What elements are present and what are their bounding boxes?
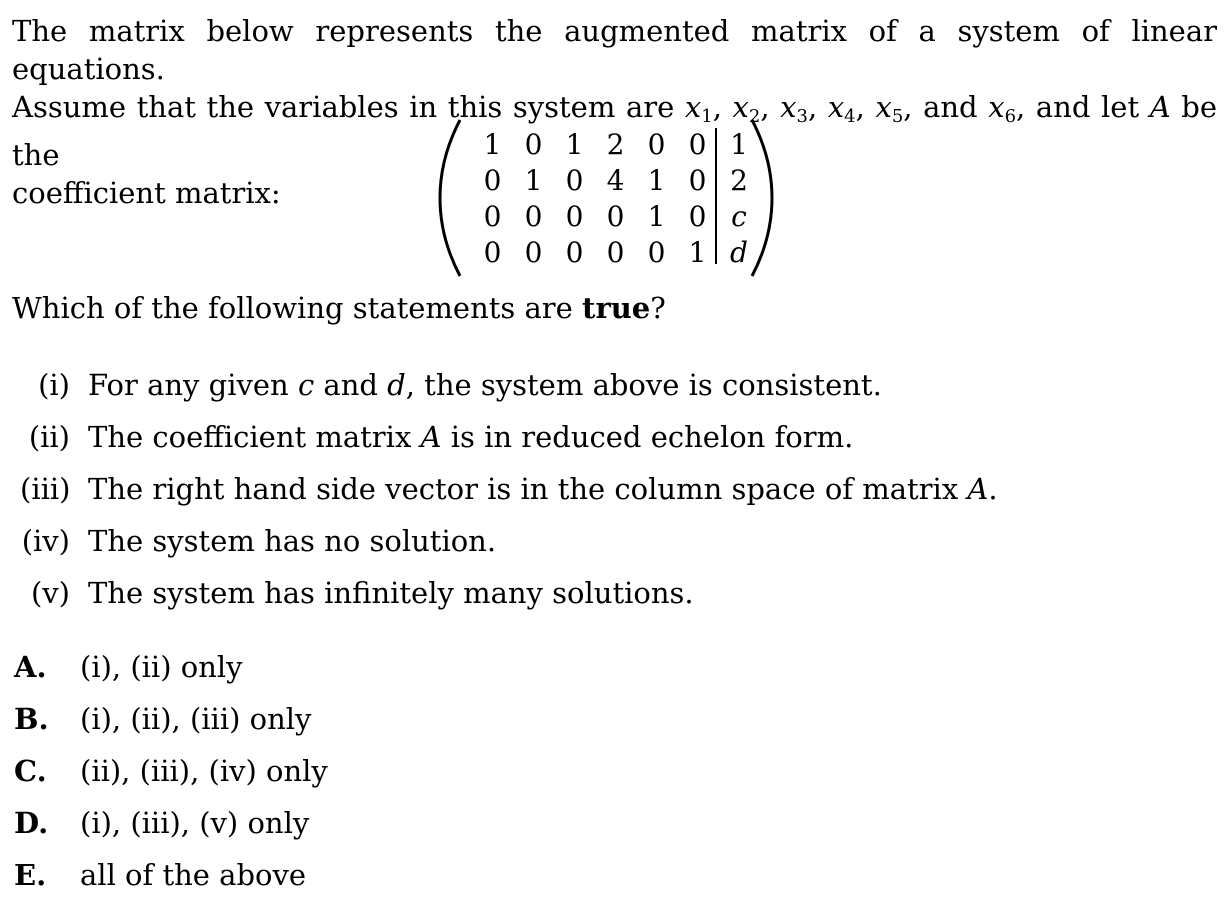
option-b[interactable]: B. (i), (ii), (iii) only [14,702,312,736]
var-x2: $x_2$ [732,90,761,127]
statement-v: (v) The system has infinitely many solutions. [30,576,694,610]
intro-line-2: Assume that the variables in this system are $x_1$, $x_2$, $x_3$, $x_4$, $x_5$, and $x_6$, and let A be the [12,90,1218,172]
intro-line-3: coefficient matrix: [12,176,281,210]
var-A: A [1149,90,1171,124]
matrix-row: 0 0 0 0 1 0 c [483,199,747,233]
right-paren [746,118,776,278]
matrix-row: 0 0 0 0 0 1 d [483,235,748,269]
matrix-row: 0 1 0 4 1 0 2 [483,163,748,197]
question-prompt: Which of the following statements are true? [12,291,666,325]
var-x5: $x_5$ [875,90,904,127]
statement-iv: (iv) The system has no solution. [21,524,497,558]
option-c[interactable]: C. (ii), (iii), (iv) only [14,754,328,788]
var-x6: $x_6$ [988,90,1017,127]
augmented-matrix [436,118,776,278]
var-x4: $x_4$ [827,90,856,127]
statement-ii: (ii) The coefficient matrix A is in reduced echelon form. [28,420,854,454]
option-d[interactable]: D. (i), (iii), (v) only [14,806,310,840]
option-e[interactable]: E. all of the above [14,858,307,892]
var-x1: $x_1$ [684,90,713,127]
statement-iii: (iii) The right hand side vector is in the column space of matrix A. [20,472,998,506]
var-x3: $x_3$ [780,90,808,127]
matrix-row: 1 0 1 2 0 0 1 [483,127,748,161]
intro-line-1: The matrix below represents the augmented matrix of a system of linear equations. [12,14,1217,86]
option-a[interactable]: A. (i), (ii) only [14,650,243,684]
matrix-grid [472,126,760,270]
left-paren [436,118,466,278]
augment-divider [715,128,717,264]
statement-i: (i) For any given c and d, the system above is consistent. [38,368,882,402]
